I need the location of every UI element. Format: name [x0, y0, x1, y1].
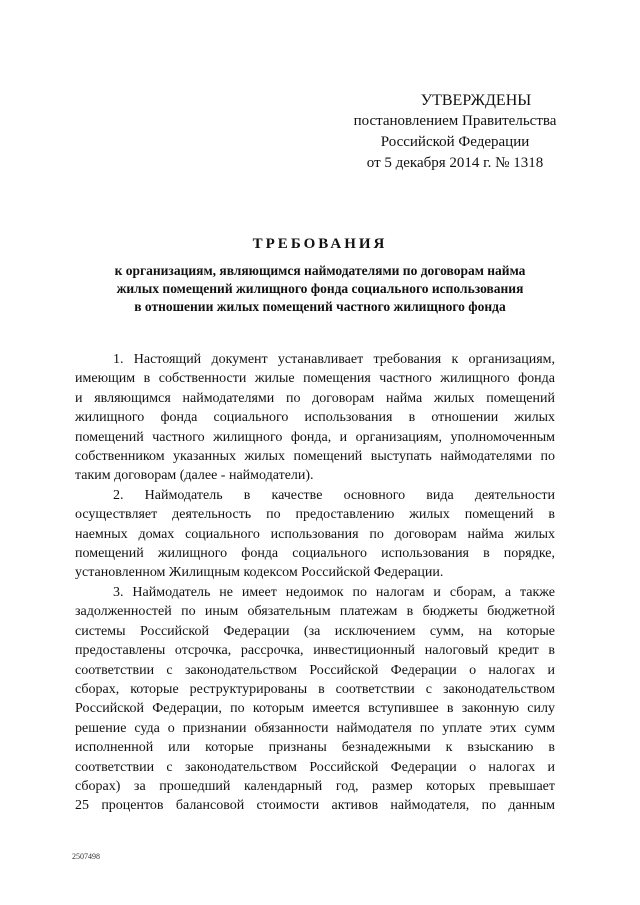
paragraph-line: решение суда о признании обязанности наймодателя по уплате этих сумм — [75, 720, 555, 736]
paragraph-1 — [75, 350, 555, 486]
paragraph-line: системы Российской Федерации (за исключением сумм, на которые — [75, 623, 555, 639]
paragraph-line: задолженностей по иным обязательным платежам в бюджеты бюджетной — [75, 604, 555, 620]
subtitle-line: жилых помещений жилищного фонда социального использования — [116, 281, 524, 296]
paragraph-line: 3. Наймодатель не имеет недоимок по налогам и сборам, а также — [113, 584, 555, 600]
paragraph-line: 2. Наймодатель в качестве основного вида деятельности — [113, 487, 555, 503]
paragraph-line: 1. Настоящий документ устанавливает требования к организациям, — [113, 352, 555, 367]
paragraph-line: Российской Федерации, по которым имеется вступившее в законную силу — [75, 701, 555, 717]
approval-line-decree: постановлением Правительства — [353, 113, 557, 129]
paragraph-line: исполненной или которые признаны безнадежными к взысканию в — [75, 740, 555, 756]
paragraph-line: жилищного фонда социального использования в отношении жилых — [75, 410, 555, 426]
paragraph-line: помещений жилищного фонда социального использования в порядке, — [75, 546, 555, 562]
paragraph-line: имеющим в собственности жилые помещения частного жилищного фонда — [75, 371, 555, 387]
paragraph-line: предоставлены отсрочка, рассрочка, инвестиционный налоговый кредит в — [75, 643, 555, 659]
document-code: 2507498 — [72, 852, 100, 861]
paragraph-3 — [75, 583, 555, 816]
document-body — [75, 350, 555, 816]
paragraph-line: соответствии с законодательством Российской Федерации о налогах и — [75, 759, 555, 775]
approval-line-country: Российской Федерации — [380, 134, 530, 150]
paragraph-line: собственником указанных жилых помещений выступать наймодателями по — [75, 449, 555, 465]
approval-line-date-number: от 5 декабря 2014 г. № 1318 — [366, 155, 544, 171]
paragraph-line: таким договорам (далее - наймодатели). — [75, 468, 314, 484]
paragraph-2 — [75, 486, 555, 583]
paragraph-line: осуществляет деятельность по предоставлению жилых помещений в — [75, 507, 555, 523]
approval-block — [330, 90, 580, 174]
subtitle-line: в отношении жилых помещений частного жилищного фонда — [134, 299, 506, 314]
paragraph-line: и являющимся наймодателями по договорам найма жилых помещений — [75, 390, 555, 406]
approval-title: УТВЕРЖДЕНЫ — [420, 92, 532, 109]
paragraph-line: сборах, которые реструктурированы в соответствии с законодательством — [75, 681, 555, 697]
paragraph-line: соответствии с законодательством Российской Федерации о налогах и — [75, 662, 555, 678]
paragraph-line: помещений частного жилищного фонда, и организациям, уполномоченным — [75, 429, 555, 445]
subtitle-line: к организациям, являющимся наймодателями по договорам найма — [114, 263, 526, 278]
document-title: ТРЕБОВАНИЯ — [252, 236, 388, 252]
paragraph-line: установленном Жилищным кодексом Российской Федерации. — [75, 565, 444, 581]
paragraph-line: сборах) за прошедший календарный год, размер которых превышает — [75, 778, 555, 794]
document-subtitle — [60, 262, 580, 316]
paragraph-line: 25 процентов балансовой стоимости активов наймодателя, по данным — [75, 798, 555, 814]
paragraph-line: наемных домах социального использования по договорам найма жилых — [75, 526, 555, 542]
